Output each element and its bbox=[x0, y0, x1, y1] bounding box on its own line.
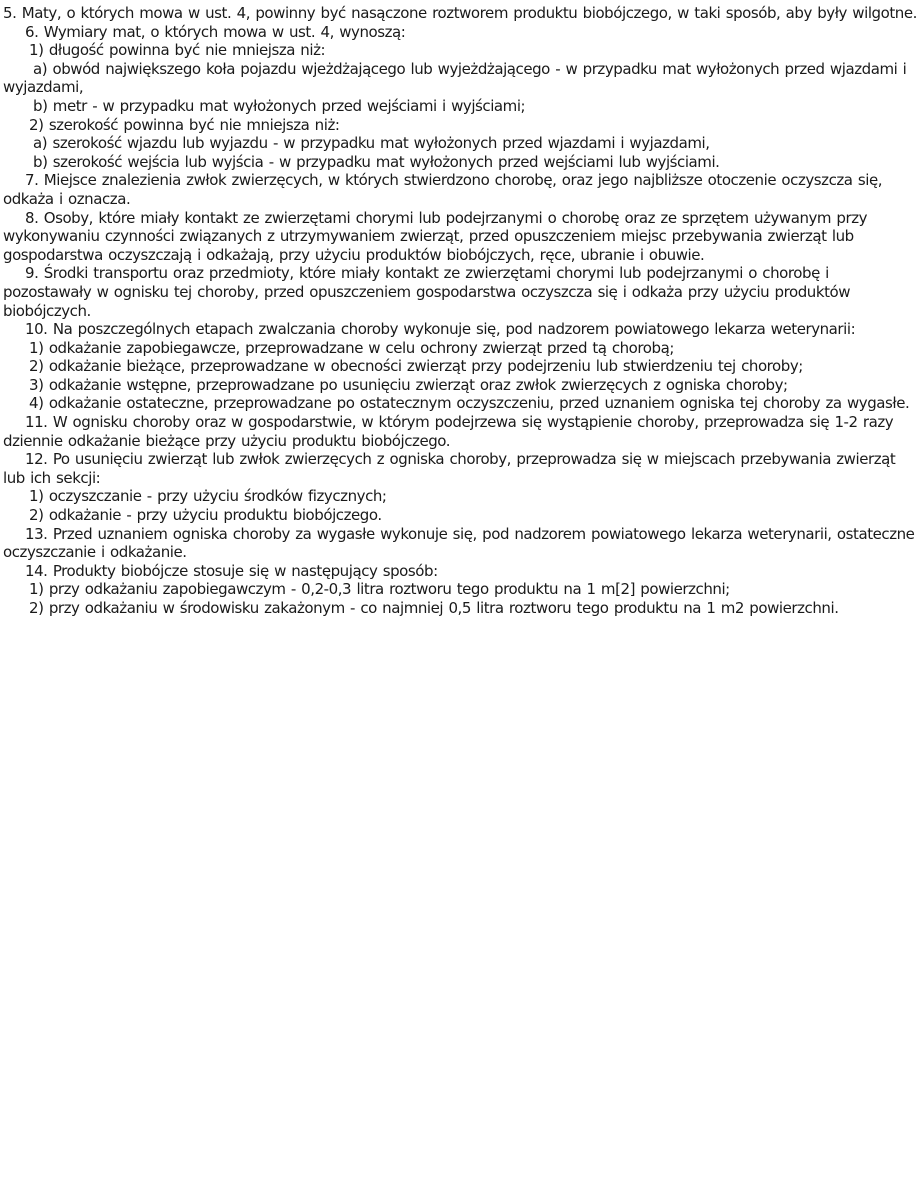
list-item: 3) odkażanie wstępne, przeprowadzane po usunięciu zwierząt oraz zwłok zwierzęcych z ogniska choroby; bbox=[29, 375, 788, 394]
paragraph-9: 9. Środki transportu oraz przedmioty, które miały kontakt ze zwierzętami chorymi lub podejrzanymi o chorobę i pozostawały w ognisku tej choroby, przed opuszczeniem gospodarstwa oczyszcza się i odkaża przy użyciu produktów biobójczych. bbox=[3, 264, 851, 320]
paragraph-14: 14. Produkty biobójcze stosuje się w następujący sposób: bbox=[25, 561, 438, 580]
paragraph-8: 8. Osoby, które miały kontakt ze zwierzętami chorymi lub podejrzanymi o chorobę oraz ze sprzętem używanym przy wykonywaniu czynności związanych z utrzymywaniem zwierząt, przed opuszczeniem miejsc przebywania zwierząt lub gospodarstwa oczyszczają i odkażają, przy użyciu produktów biobójczych, ręce, ubranie i obuwie. bbox=[3, 208, 868, 264]
list-item: 1) odkażanie zapobiegawcze, przeprowadzane w celu ochrony zwierząt przed tą chorobą; bbox=[29, 338, 674, 357]
list-subitem: a) obwód największego koła pojazdu wjeżdżającego lub wyjeżdżającego - w przypadku mat wyłożonych przed wjazdami i wyjazdami, bbox=[3, 59, 907, 97]
list-subitem: a) szerokość wjazdu lub wyjazdu - w przypadku mat wyłożonych przed wjazdami i wyjazdami, bbox=[33, 134, 710, 153]
paragraph-6: 6. Wymiary mat, o których mowa w ust. 4, wynoszą: bbox=[25, 22, 406, 41]
list-subitem: b) szerokość wejścia lub wyjścia - w przypadku mat wyłożonych przed wejściami lub wyjściami. bbox=[33, 152, 720, 171]
paragraph-11: 11. W ognisku choroby oraz w gospodarstwie, w którym podejrzewa się wystąpienie choroby, przeprowadza się 1-2 razy dziennie odkażanie bieżące przy użyciu produktu biobójczego. bbox=[3, 413, 894, 450]
paragraph-13: 13. Przed uznaniem ogniska choroby za wygasłe wykonuje się, pod nadzorem powiatowego lekarza weterynarii, ostateczne oczyszczanie i odkażanie. bbox=[3, 524, 915, 562]
list-item: 4) odkażanie ostateczne, przeprowadzane po ostatecznym oczyszczeniu, przed uznaniem ogniska tej choroby za wygasłe. bbox=[29, 394, 910, 413]
paragraph-10: 10. Na poszczególnych etapach zwalczania choroby wykonuje się, pod nadzorem powiatowego lekarza weterynarii: bbox=[25, 320, 856, 339]
list-item: 2) odkażanie - przy użyciu produktu biobójczego. bbox=[29, 506, 382, 525]
list-item: 2) szerokość powinna być nie mniejsza niż: bbox=[29, 115, 340, 134]
paragraph-12: 12. Po usunięciu zwierząt lub zwłok zwierzęcych z ogniska choroby, przeprowadza się w miejscach przebywania zwierząt lub ich sekcji: bbox=[3, 450, 896, 487]
list-item: 1) przy odkażaniu zapobiegawczym - 0,2-0,3 litra roztworu tego produktu na 1 m[2] powierzchni; bbox=[29, 580, 730, 599]
paragraph-5: 5. Maty, o których mowa w ust. 4, powinny być nasączone roztworem produktu biobójczego, w taki sposób, aby były wilgotne. bbox=[3, 4, 917, 22]
list-item: 2) odkażanie bieżące, przeprowadzane w obecności zwierząt przy podejrzeniu lub stwierdzeniu tej choroby; bbox=[29, 357, 803, 376]
paragraph-7: 7. Miejsce znalezienia zwłok zwierzęcych, w których stwierdzono chorobę, oraz jego najbliższe otoczenie oczyszcza się, odkaża i oznacza. bbox=[3, 171, 883, 208]
list-item: 1) długość powinna być nie mniejsza niż: bbox=[29, 41, 326, 60]
list-subitem: b) metr - w przypadku mat wyłożonych przed wejściami i wyjściami; bbox=[33, 96, 526, 115]
list-item: 2) przy odkażaniu w środowisku zakażonym - co najmniej 0,5 litra roztworu tego produktu na 1 m2 powierzchni. bbox=[29, 599, 839, 617]
list-item: 1) oczyszczanie - przy użyciu środków fizycznych; bbox=[29, 487, 387, 506]
